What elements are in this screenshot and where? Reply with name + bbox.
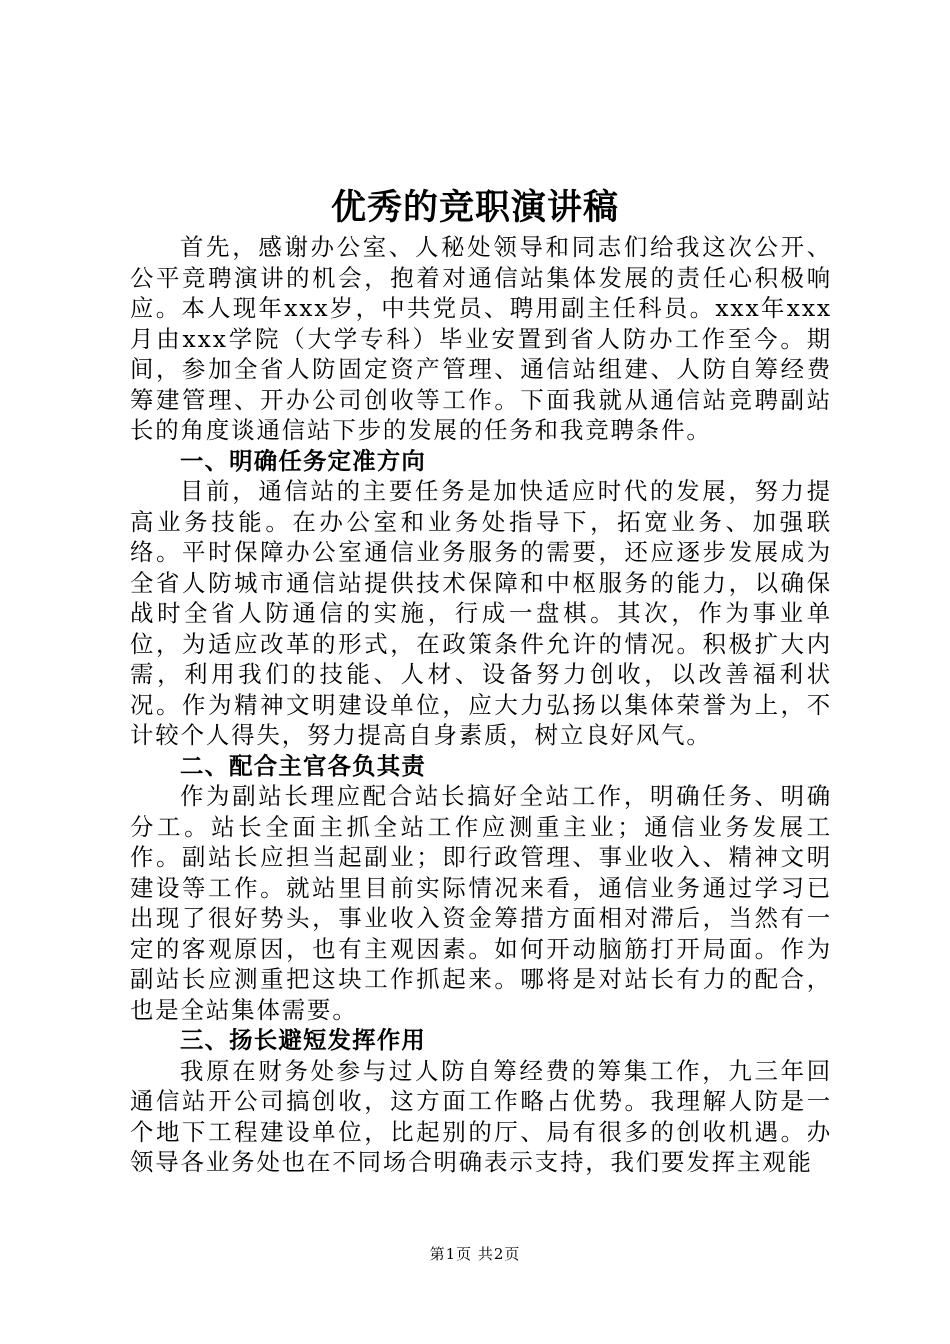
section-paragraph-2: 作为副站长理应配合站长搞好全站工作，明确任务、明确分工。站长全面主抓全站工作应测重主业；通信业务发展工作。副站长应担当起副业；即行政管理、事业收入、精神文明建设等工作。就站里目前实际情况来看，通信业务通过学习已出现了很好势头，事业收入资金筹措方面相对滞后，当然有一定的客观原因，也有主观因素。如何开动脑筋打开局面。作为副站长应测重把这块工作抓起来。哪将是对站长有力的配合，也是全站集体需要。 <box>130 782 832 1024</box>
document-title: 优秀的竞职演讲稿 <box>330 187 619 228</box>
section-paragraph-1: 目前，通信站的主要任务是加快适应时代的发展，努力提高业务技能。在办公室和业务处指导下，拓宽业务、加强联络。平时保障办公室通信业务服务的需要，还应逐步发展成为全省人防城市通信站提供技术保障和中枢服务的能力，以确保战时全省人防通信的实施，行成一盘棋。其次，作为事业单位，为适应改革的形式，在政策条件允许的情况。积极扩大内需，利用我们的技能、人材、设备努力创收，以改善福利状况。作为精神文明建设单位，应大力弘扬以集体荣誉为上，不计较个人得失，努力提高自身素质，树立良好风气。 <box>130 477 832 749</box>
document-body <box>130 232 832 1178</box>
intro-paragraph: 首先，感谢办公室、人秘处领导和同志们给我这次公开、公平竞聘演讲的机会，抱着对通信站集体发展的责任心积极响应。本人现年xxx岁，中共党员、聘用副主任科员。xxx年xxx月由xxx学院（大学专科）毕业安置到省人防办工作至今。期间，参加全省人防固定资产管理、通信站组建、人防自筹经费筹建管理、开办公司创收等工作。下面我就从通信站竞聘副站长的角度谈通信站下步的发展的任务和我竞聘条件。 <box>130 233 832 444</box>
section-paragraph-3: 我原在财务处参与过人防自筹经费的筹集工作，九三年回通信站开公司搞创收，这方面工作略占优势。我理解人防是一个地下工程建设单位，比起别的厅、局有很多的创收机遇。办领导各业务处也在不同场合明确表示支持，我们要发挥主观能 <box>130 1056 832 1176</box>
page-number-footer: 第1页 共2页 <box>429 1245 521 1263</box>
section-heading-2: 二、配合主官各负其责 <box>180 751 426 780</box>
section-heading-1: 一、明确任务定准方向 <box>180 446 426 475</box>
section-heading-3: 三、扬长避短发挥作用 <box>180 1026 426 1054</box>
